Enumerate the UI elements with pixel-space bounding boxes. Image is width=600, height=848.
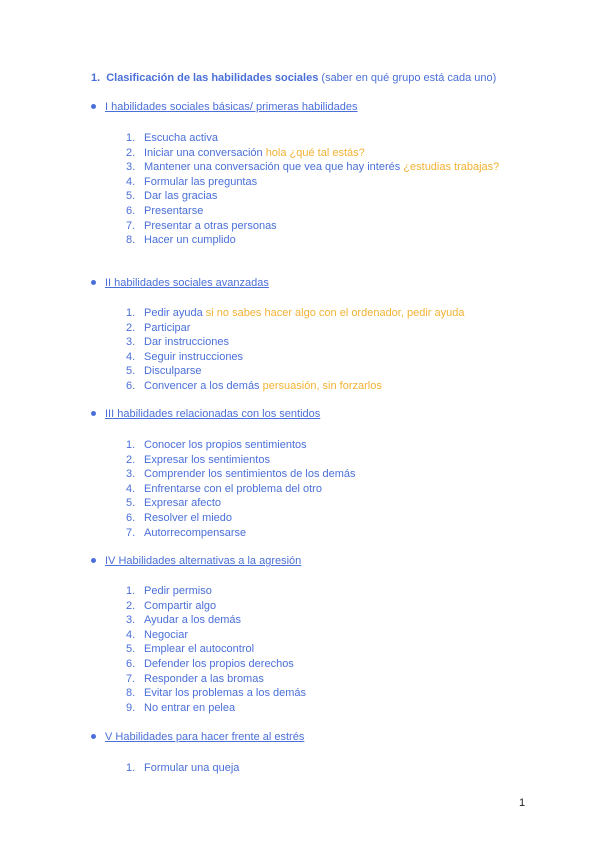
- section-title: IV Habilidades alternativas a la agresión: [105, 555, 302, 567]
- list-item: 1. Escucha activa: [126, 132, 218, 144]
- list-item: 6. Resolver el miedo: [126, 511, 233, 524]
- bullet-icon: [91, 411, 96, 416]
- section-heading-5: [91, 731, 304, 743]
- section-heading-3: [91, 408, 320, 420]
- list-item: 1. Conocer los propios sentimientos: [126, 439, 307, 451]
- heading-title: Clasificación de las habilidades sociales: [106, 72, 319, 84]
- list-item: 4. Formular las preguntas: [126, 175, 258, 188]
- list-item: 2. Participar: [126, 321, 191, 334]
- bullet-icon: [91, 280, 96, 285]
- list-item: 2. Compartir algo: [126, 599, 217, 612]
- heading-number: 1.: [91, 72, 101, 84]
- page-number: 1: [519, 797, 526, 809]
- list-item: 6. Presentarse: [126, 204, 204, 217]
- section-list-3: [126, 438, 356, 540]
- heading-subtitle: (saber en qué grupo está cada uno): [321, 72, 497, 84]
- section-list-1: [126, 131, 499, 248]
- section-title: V Habilidades para hacer frente al estrés: [105, 731, 305, 743]
- list-item: 5. Emplear el autocontrol: [126, 643, 255, 656]
- list-item: 5. Disculparse: [126, 365, 202, 378]
- list-item: 6. Convencer a los demás persuasión, sin forzarlos: [126, 379, 382, 392]
- list-item: 2. Iniciar una conversación hola ¿qué tal estás?: [126, 146, 365, 159]
- list-item: 3. Dar instrucciones: [126, 336, 229, 349]
- list-item: 7. Autorrecompensarse: [126, 526, 247, 539]
- list-item: 7. Presentar a otras personas: [126, 219, 277, 232]
- bullet-icon: [91, 104, 96, 109]
- list-item: 4. Negociar: [126, 628, 189, 641]
- list-item: 3. Comprender los sentimientos de los demás: [126, 468, 356, 481]
- section-title: I habilidades sociales básicas/ primeras habilidades: [105, 101, 358, 113]
- list-item: 5. Dar las gracias: [126, 190, 218, 203]
- section-heading-2: [91, 277, 269, 289]
- section-heading-1: [91, 101, 358, 113]
- list-item: 3. Ayudar a los demás: [126, 614, 242, 627]
- list-item: 1. Pedir permiso: [126, 585, 212, 597]
- list-item: 1. Pedir ayuda si no sabes hacer algo con el ordenador, pedir ayuda: [126, 307, 465, 319]
- list-item: 7. Responder a las bromas: [126, 672, 264, 685]
- list-item: 6. Defender los propios derechos: [126, 657, 294, 670]
- list-item: 2. Expresar los sentimientos: [126, 453, 270, 466]
- list-item: 9. No entrar en pelea: [126, 701, 236, 714]
- list-item: 8. Hacer un cumplido: [126, 234, 236, 247]
- list-item: 4. Seguir instrucciones: [126, 350, 244, 363]
- section-list-5: [126, 761, 239, 776]
- list-item: 5. Expresar afecto: [126, 497, 222, 510]
- section-list-4: [126, 584, 306, 715]
- section-title: II habilidades sociales avanzadas: [105, 277, 269, 289]
- bullet-icon: [91, 734, 96, 739]
- section-title: III habilidades relacionadas con los sentidos: [105, 408, 321, 420]
- list-item: 4. Enfrentarse con el problema del otro: [126, 482, 322, 495]
- list-item: 8. Evitar los problemas a los demás: [126, 687, 307, 700]
- bullet-icon: [91, 558, 96, 563]
- list-item: 1. Formular una queja: [126, 762, 240, 774]
- list-item: 3. Mantener una conversación que vea que hay interés ¿estudias trabajas?: [126, 161, 500, 174]
- document-heading: [91, 72, 496, 84]
- section-heading-4: [91, 555, 301, 567]
- section-list-2: [126, 306, 464, 394]
